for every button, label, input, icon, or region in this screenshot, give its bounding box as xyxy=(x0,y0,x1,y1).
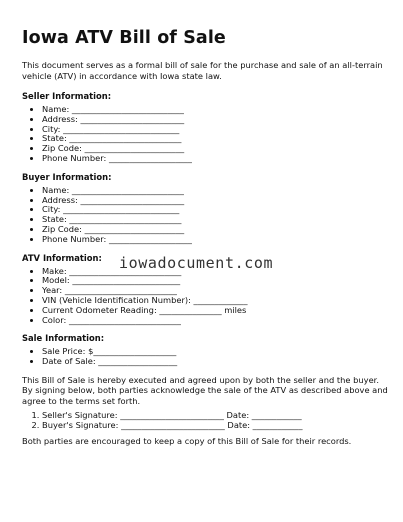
document-title: Iowa ATV Bill of Sale xyxy=(22,28,226,48)
atv-make-field: • Make: ___________________________ xyxy=(42,267,392,277)
agreement-paragraph: This Bill of Sale is hereby executed and agreed upon by both the seller and the buyer. By signing below, both parties acknowledge the sale of the ATV as described above and agree to the terms set forth. xyxy=(22,374,388,406)
signature-list xyxy=(22,411,392,431)
atv-year-field: • Year: ___________________________ xyxy=(42,286,392,296)
watermark-text: iowadocument.com xyxy=(119,254,274,272)
buyer-phone-field: • Phone Number: ____________________ xyxy=(42,235,392,245)
seller-zip-field: • Zip Code: ________________________ xyxy=(42,144,392,154)
seller-signature-line: 1. Seller's Signature: _________________________ Date: ____________ xyxy=(42,411,392,421)
closing-paragraph: Both parties are encouraged to keep a copy of this Bill of Sale for their records. xyxy=(22,436,352,447)
seller-name-field: • Name: ___________________________ xyxy=(42,105,392,115)
atv-model-field: • Model: __________________________ xyxy=(42,276,392,286)
buyer-city-field: • City: ____________________________ xyxy=(42,205,392,215)
buyer-state-field: • State: ___________________________ xyxy=(42,215,392,225)
buyer-fields xyxy=(22,186,392,245)
seller-heading: Seller Information: xyxy=(22,91,112,101)
seller-state-field: • State: ___________________________ xyxy=(42,134,392,144)
document-page xyxy=(22,26,392,447)
sale-price-field: • Sale Price: $____________________ xyxy=(42,347,392,357)
intro-paragraph: This document serves as a formal bill of sale for the purchase and sale of an all-terrain vehicle (ATV) in accordance with Iowa state law. xyxy=(22,60,383,81)
buyer-signature-line: 2. Buyer's Signature: _________________________ Date: ____________ xyxy=(42,421,392,431)
sale-fields xyxy=(22,347,392,367)
atv-heading: ATV Information: xyxy=(22,252,102,263)
seller-city-field: • City: ____________________________ xyxy=(42,125,392,135)
buyer-zip-field: • Zip Code: ________________________ xyxy=(42,225,392,235)
atv-fields xyxy=(22,267,392,326)
seller-address-field: • Address: _________________________ xyxy=(42,115,392,125)
atv-vin-field: • VIN (Vehicle Identification Number): _____________ xyxy=(42,296,392,306)
sale-date-field: • Date of Sale: ___________________ xyxy=(42,357,392,367)
seller-fields xyxy=(22,105,392,164)
buyer-address-field: • Address: _________________________ xyxy=(42,196,392,206)
buyer-name-field: • Name: ___________________________ xyxy=(42,186,392,196)
atv-odometer-field: • Current Odometer Reading: _______________ miles xyxy=(42,306,392,316)
seller-phone-field: • Phone Number: ____________________ xyxy=(42,154,392,164)
sale-heading: Sale Information: xyxy=(22,333,105,344)
atv-color-field: • Color: ___________________________ xyxy=(42,316,392,326)
buyer-heading: Buyer Information: xyxy=(22,171,112,182)
